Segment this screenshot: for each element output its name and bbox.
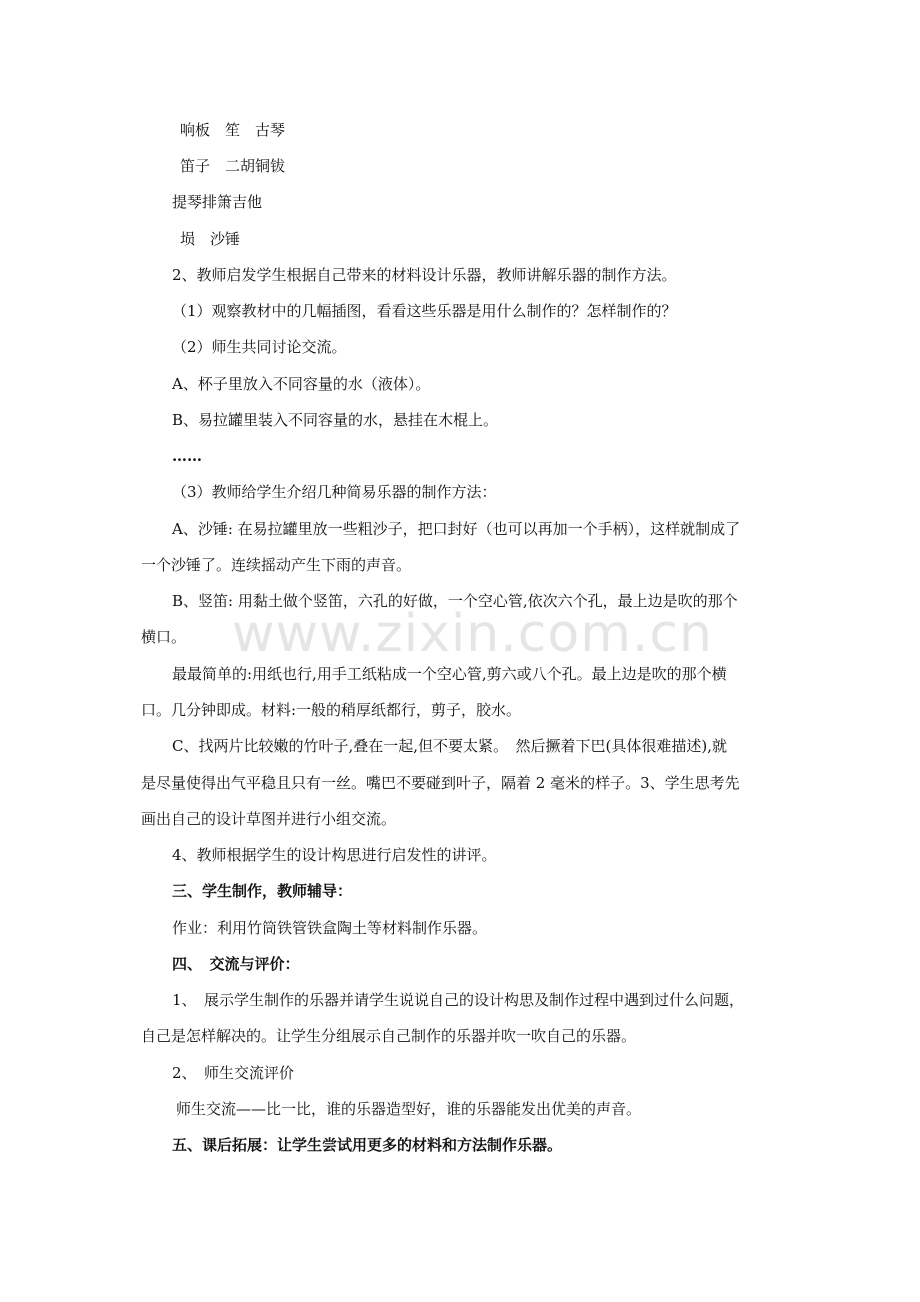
paragraph-item-a: A、杯子里放入不同容量的水（液体）。 bbox=[172, 375, 431, 393]
paragraph-display-line-2: 自己是怎样解决的。让学生分组展示自己制作的乐器并吹一吹自己的乐器。 bbox=[141, 1027, 637, 1045]
paragraph-sand-hammer-line-1: A、沙锤: 在易拉罐里放一些粗沙子，把口封好（也可以再加一个手柄），这样就制成了 bbox=[172, 520, 741, 538]
paragraph-compare: 师生交流——比一比，谁的乐器造型好，谁的乐器能发出优美的声音。 bbox=[176, 1100, 642, 1118]
paragraph-leaf-line-2: 是尽量使得出气平稳且只有一丝。嘴巴不要碰到叶子，隔着 2 毫米的样子。3、学生思考先 bbox=[141, 774, 740, 792]
section-heading-5: 五、课后拓展：让学生尝试用更多的材料和方法制作乐器。 bbox=[172, 1136, 563, 1154]
instrument-list-line-2: 笛子 二胡铜钹 bbox=[180, 157, 286, 175]
paragraph-leaf-line-3: 画出自己的设计草图并进行小组交流。 bbox=[141, 810, 397, 828]
paragraph-item-b: B、易拉罐里装入不同容量的水，悬挂在木棍上。 bbox=[172, 411, 499, 429]
paragraph-evaluation: 2、 师生交流评价 bbox=[172, 1064, 295, 1082]
paragraph-paper-line-2: 口。几分钟即成。材料:一般的稍厚纸都行，剪子，胶水。 bbox=[141, 701, 522, 719]
paragraph-sub-2: （2）师生共同讨论交流。 bbox=[172, 338, 347, 356]
watermark: www.zixin.com.cn bbox=[232, 604, 713, 664]
paragraph-leaf-line-1: C、找两片比较嫩的竹叶子,叠在一起,但不要太紧。 然后撅着下巴(具体很难描述),就 bbox=[172, 737, 727, 755]
instrument-list-line-3: 提琴排箫吉他 bbox=[172, 193, 263, 211]
paragraph-sub-1: （1）观察教材中的几幅插图，看看这些乐器是用什么制作的？怎样制作的？ bbox=[172, 302, 677, 320]
section-heading-4: 四、 交流与评价： bbox=[172, 955, 300, 973]
paragraph-display-line-1: 1、 展示学生制作的乐器并请学生说说自己的设计构思及制作过程中遇到过什么问题， bbox=[172, 991, 745, 1009]
paragraph-homework: 作业：利用竹筒铁管铁盒陶土等材料制作乐器。 bbox=[172, 919, 488, 937]
section-heading-3: 三、学生制作，教师辅导： bbox=[172, 882, 353, 900]
instrument-list-line-1: 响板 笙 古琴 bbox=[180, 121, 286, 139]
ellipsis-line: …… bbox=[172, 447, 202, 465]
paragraph-flute-line-1: B、竖笛: 用黏土做个竖笛，六孔的好做，一个空心管,依次六个孔，最上边是吹的那个 bbox=[172, 592, 738, 610]
paragraph-sub-3: （3）教师给学生介绍几种简易乐器的制作方法： bbox=[172, 483, 497, 501]
paragraph-sand-hammer-line-2: 一个沙锤了。连续摇动产生下雨的声音。 bbox=[141, 556, 412, 574]
paragraph-step-2: 2、教师启发学生根据自己带来的材料设计乐器，教师讲解乐器的制作方法。 bbox=[172, 266, 677, 284]
instrument-list-line-4: 埙 沙锤 bbox=[180, 230, 241, 248]
paragraph-flute-line-2: 横口。 bbox=[141, 628, 187, 646]
paragraph-paper-line-1: 最最简单的:用纸也行,用手工纸粘成一个空心管,剪六或八个孔。最上边是吹的那个横 bbox=[172, 665, 727, 683]
paragraph-step-4: 4、教师根据学生的设计构思进行启发性的讲评。 bbox=[172, 846, 497, 864]
